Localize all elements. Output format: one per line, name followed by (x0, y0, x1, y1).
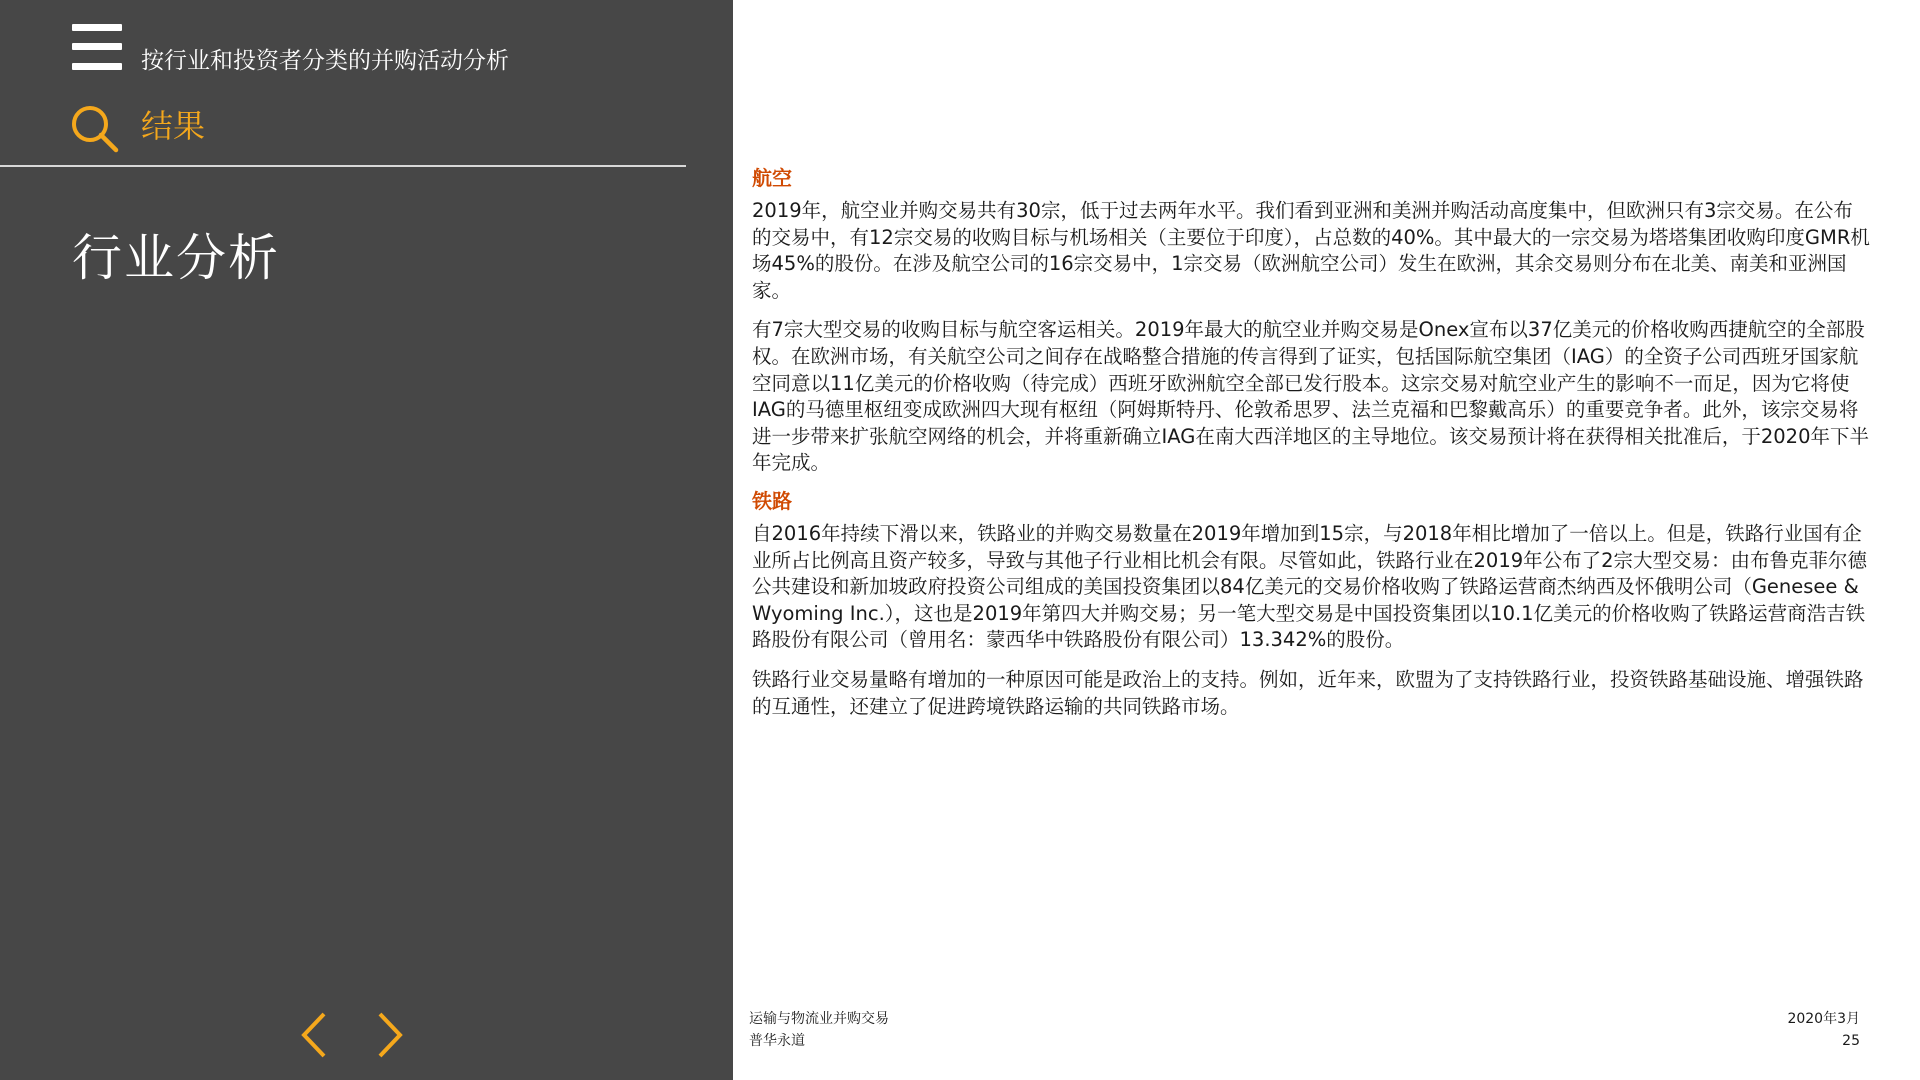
document-title: 按行业和投资者分类的并购活动分析 (141, 48, 509, 74)
brand-name: 普华永道 (749, 1033, 805, 1049)
publication-date: 2020年3月 (1787, 1011, 1860, 1027)
railway-paragraph-2: 铁路行业交易量略有增加的一种原因可能是政治上的支持。例如，近年来，欧盟为了支持铁路行业，投资铁路基础设施、增强铁路的互通性，还建立了促进跨境铁路运输的共同铁路市场。 (752, 667, 1864, 718)
chevron-left-icon[interactable] (296, 1010, 332, 1060)
search-icon[interactable] (70, 104, 120, 154)
footer-left (749, 1008, 889, 1052)
section-heading: 行业分析 (72, 229, 280, 287)
page-number: 25 (1842, 1033, 1860, 1049)
railway-paragraph-1: 自2016年持续下滑以来，铁路业的并购交易数量在2019年增加到15宗，与2018年相比增加了一倍以上。但是，铁路行业国有企业所占比例高且资产较多，导致与其他子行业相比机会有限。尽管如此，铁路行业在2019年公布了2宗大型交易：由布鲁克菲尔德公共建设和新加坡政府投资公司组成的美国投资集团以84亿美元的交易价格收购了铁路运营商杰纳西及怀俄明公司（Genesee & Wyoming Inc.），这也是2019年第四大并购交易；另一笔大型交易是中国投资集团以10.1亿美元的价格收购了铁路运营商浩吉铁路股份有限公司（曾用名：蒙西华中铁路股份有限公司）13.342%的股份。 (752, 521, 1868, 652)
railway-heading: 铁路 (752, 488, 792, 513)
aviation-paragraph-1: 2019年，航空业并购交易共有30宗，低于过去两年水平。我们看到亚洲和美洲并购活动高度集中，但欧洲只有3宗交易。在公布的交易中，有12宗交易的收购目标与机场相关（主要位于印度），占总数的40%。其中最大的一宗交易为塔塔集团收购印度GMR机场45%的股份。在涉及航空公司的16宗交易中，1宗交易（欧洲航空公司）发生在欧洲，其余交易则分布在北美、南美和亚洲国家。 (752, 199, 1870, 302)
main-content (752, 162, 1872, 733)
chevron-right-icon[interactable] (372, 1010, 408, 1060)
sidebar (0, 0, 733, 1080)
aviation-paragraph-2: 有7宗大型交易的收购目标与航空客运相关。2019年最大的航空业并购交易是Onex宣布以37亿美元的价格收购西捷航空的全部股权。在欧洲市场，有关航空公司之间存在战略整合措施的传言得到了证实，包括国际航空集团（IAG）的全资子公司西班牙国家航空同意以11亿美元的价格收购（待完成）西班牙欧洲航空全部已发行股本。这宗交易对航空业产生的影响不一而足，因为它将使IAG的马德里枢纽变成欧洲四大现有枢纽（阿姆斯特丹、伦敦希思罗、法兰克福和巴黎戴高乐）的重要竞争者。此外，该宗交易将进一步带来扩张航空网络的机会，并将重新确立IAG在南大西洋地区的主导地位。该交易预计将在获得相关批准后，于2020年下半年完成。 (752, 318, 1869, 475)
aviation-heading: 航空 (752, 166, 792, 190)
publication-title: 运输与物流业并购交易 (749, 1011, 889, 1027)
divider (0, 165, 686, 167)
hamburger-menu-icon[interactable] (72, 24, 122, 70)
results-label[interactable]: 结果 (141, 107, 206, 145)
footer-right (1787, 1008, 1860, 1052)
